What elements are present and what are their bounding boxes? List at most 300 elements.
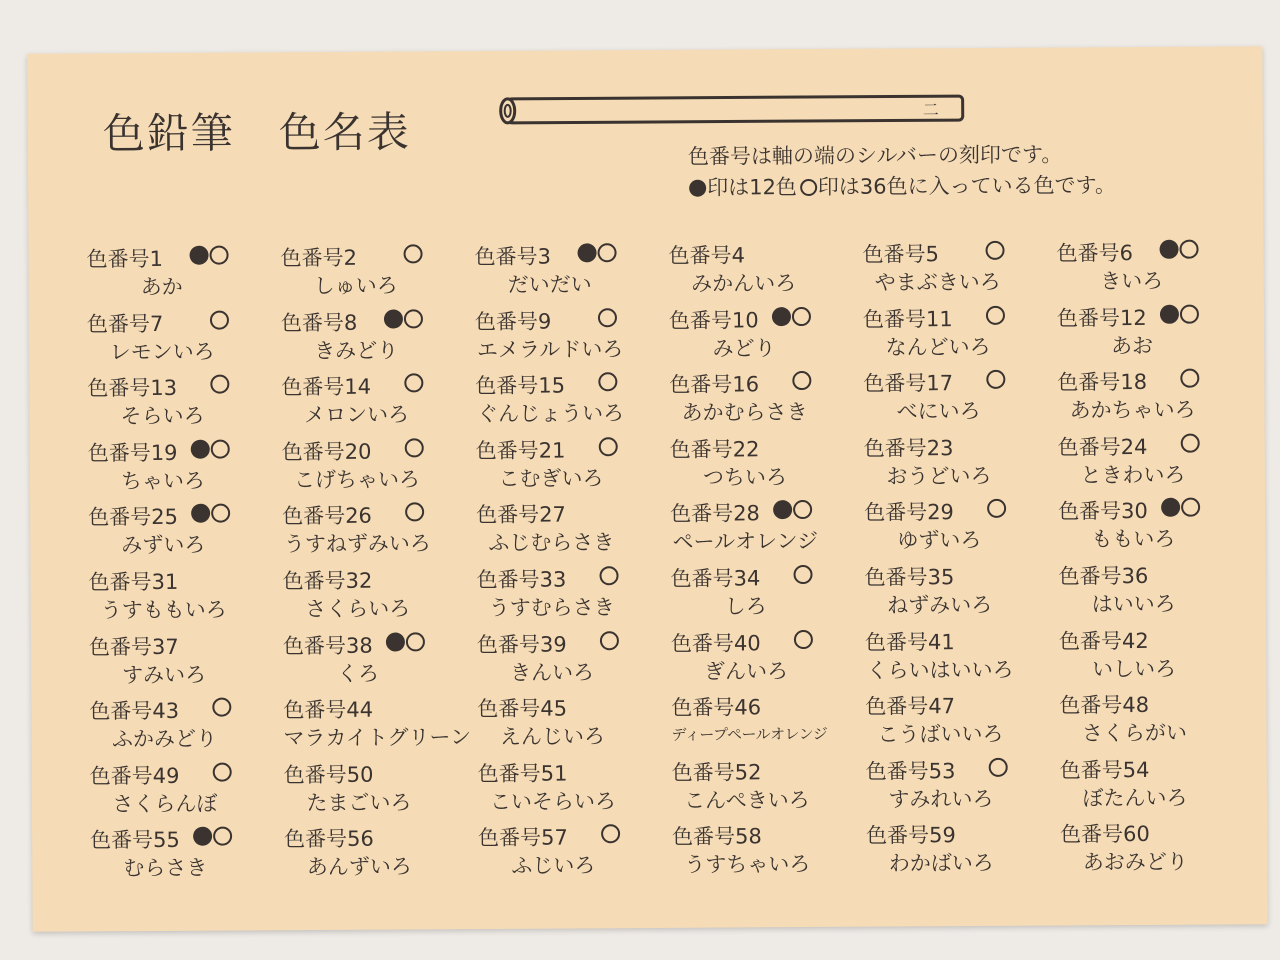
open-circle-icon — [1181, 498, 1200, 517]
color-name: あおみどり — [1082, 850, 1188, 875]
set-marks — [772, 565, 814, 585]
color-number: 色番号8 — [280, 310, 358, 335]
color-number: 色番号56 — [284, 827, 374, 852]
set-marks — [576, 243, 618, 263]
color-name: すみいろ — [122, 662, 207, 687]
color-entry — [280, 241, 474, 307]
set-marks — [772, 500, 814, 520]
filled-circle-icon — [1159, 240, 1178, 259]
set-marks — [965, 305, 1007, 325]
note-line-1 — [688, 139, 1116, 173]
set-marks — [1159, 369, 1201, 389]
color-number: 色番号11 — [862, 306, 953, 332]
set-marks — [386, 826, 428, 846]
color-number: 色番号27 — [476, 502, 566, 528]
set-marks — [1161, 627, 1203, 647]
set-marks — [386, 761, 428, 781]
color-name: ふじいろ — [511, 853, 596, 879]
color-entry — [281, 306, 475, 372]
set-marks — [189, 310, 231, 330]
color-number: 色番号13 — [87, 376, 178, 401]
set-marks — [1159, 304, 1201, 324]
color-number: 色番号4 — [668, 243, 746, 268]
color-number: 色番号36 — [1058, 563, 1149, 589]
open-circle-icon — [211, 504, 230, 523]
legend-notes — [688, 139, 1116, 204]
color-entry — [478, 757, 672, 823]
set-marks — [577, 308, 619, 328]
set-marks — [384, 438, 426, 458]
set-marks — [384, 503, 426, 523]
set-marks — [968, 758, 1010, 778]
color-name-sheet — [27, 46, 1267, 932]
open-circle-icon — [213, 827, 232, 846]
color-name: みずいろ — [121, 533, 206, 558]
color-number: 色番号24 — [1057, 434, 1148, 460]
color-entry — [476, 434, 670, 500]
color-number: 色番号54 — [1059, 757, 1150, 783]
color-entry — [865, 625, 1059, 691]
color-number: 色番号52 — [671, 760, 762, 785]
color-number: 色番号41 — [864, 629, 955, 655]
color-number: 色番号26 — [282, 504, 372, 529]
color-number: 色番号45 — [477, 696, 568, 722]
color-number: 色番号2 — [280, 245, 358, 271]
color-number: 色番号47 — [865, 694, 956, 719]
color-entry — [283, 693, 477, 759]
color-name: あんずいろ — [306, 854, 412, 880]
open-circle-icon — [1179, 240, 1198, 259]
open-circle-icon — [986, 305, 1005, 324]
color-name: きんいろ — [510, 659, 595, 685]
color-name: うすちゃいろ — [684, 852, 811, 878]
color-entry — [476, 498, 670, 564]
open-circle-icon — [987, 499, 1006, 518]
set-marks — [190, 569, 232, 589]
set-marks — [191, 698, 233, 718]
set-marks — [772, 436, 814, 456]
filled-circle-icon — [772, 307, 791, 326]
color-number: 色番号16 — [669, 372, 760, 398]
color-name: しゅいろ — [313, 273, 398, 299]
filled-circle-icon — [577, 243, 596, 262]
color-name: ゆずいろ — [897, 528, 982, 553]
color-number: 色番号28 — [670, 501, 760, 527]
color-entry — [282, 499, 476, 565]
color-name: うすむらさき — [488, 595, 615, 620]
color-name: こげちゃいろ — [293, 467, 421, 492]
note-text-1: 色番号は軸の端のシルバーの刻印です。 — [687, 142, 1063, 169]
color-name: さくらがい — [1081, 720, 1188, 746]
color-name: たまごいろ — [306, 790, 412, 815]
set-marks — [967, 693, 1009, 713]
set-marks — [771, 371, 813, 391]
color-entry — [1059, 624, 1253, 690]
set-marks — [383, 374, 425, 394]
color-number: 色番号48 — [1059, 693, 1150, 718]
color-number: 色番号25 — [88, 505, 178, 530]
color-entry — [1060, 753, 1254, 819]
color-entry — [89, 694, 283, 760]
color-name: ふかみどり — [111, 726, 218, 752]
color-number: 色番号58 — [672, 824, 762, 850]
color-entry — [1058, 495, 1252, 561]
color-number: 色番号57 — [478, 825, 568, 851]
set-marks — [189, 246, 231, 266]
color-name: あか — [140, 274, 183, 300]
set-marks — [190, 439, 232, 459]
color-entry — [281, 370, 475, 436]
color-name: みかんいろ — [691, 271, 797, 296]
set-marks — [577, 372, 619, 392]
open-circle-icon — [210, 246, 229, 265]
open-circle-icon — [406, 632, 425, 651]
color-number: 色番号49 — [89, 763, 180, 789]
color-name: おうどいろ — [886, 463, 992, 489]
set-marks — [385, 632, 427, 652]
filled-circle-icon — [191, 504, 210, 523]
open-circle-icon — [598, 372, 617, 391]
color-name: ディープペールオレンジ — [671, 725, 828, 745]
color-entry — [283, 629, 477, 695]
color-number: 色番号32 — [282, 568, 373, 594]
color-name: こいそらいろ — [489, 788, 616, 814]
color-number: 色番号7 — [86, 311, 164, 337]
color-name: さくらんぼ — [112, 791, 218, 817]
color-entry — [671, 691, 865, 757]
color-entry — [475, 304, 669, 370]
set-marks — [385, 697, 427, 717]
color-entry — [90, 759, 284, 825]
color-number: 色番号1 — [86, 246, 164, 272]
color-number: 色番号38 — [282, 633, 373, 658]
color-entry — [865, 690, 1059, 756]
color-entry — [284, 758, 478, 824]
open-circle-icon — [598, 308, 617, 327]
filled-circle-icon — [773, 500, 792, 519]
color-entry — [672, 755, 866, 821]
color-entry — [1058, 430, 1252, 496]
color-number: 色番号6 — [1056, 241, 1134, 266]
color-name: うすももいろ — [100, 597, 227, 623]
open-circle-icon — [213, 762, 232, 781]
set-marks — [965, 370, 1007, 390]
color-name: わかばいろ — [888, 851, 994, 876]
color-entry — [476, 563, 670, 629]
color-entry — [282, 435, 476, 501]
color-entry — [670, 562, 864, 628]
color-entry — [862, 237, 1056, 303]
set-marks — [968, 822, 1010, 842]
color-entry — [864, 496, 1058, 562]
set-marks — [774, 823, 816, 843]
color-entry — [475, 369, 669, 435]
color-name: ときわいろ — [1080, 462, 1186, 488]
color-name: きいろ — [1100, 268, 1164, 294]
color-entry — [282, 564, 476, 630]
open-circle-icon — [405, 438, 424, 457]
color-number: 色番号51 — [477, 761, 568, 786]
color-number: 色番号50 — [283, 762, 374, 787]
color-name: みどり — [712, 335, 776, 361]
set-marks — [774, 759, 816, 779]
open-circle-icon — [793, 565, 812, 584]
color-number: 色番号30 — [1058, 499, 1148, 524]
color-name: メロンいろ — [303, 402, 410, 428]
color-number: 色番号34 — [670, 566, 761, 591]
set-marks — [192, 827, 234, 847]
set-marks — [580, 760, 622, 780]
color-name: エメラルドいろ — [476, 336, 624, 362]
set-marks — [967, 628, 1009, 648]
color-number: 色番号21 — [475, 438, 566, 463]
color-number: 色番号22 — [669, 437, 760, 462]
color-name: べにいろ — [896, 399, 981, 424]
open-circle-icon — [404, 374, 423, 393]
color-name: うすねずみいろ — [283, 531, 431, 557]
color-name: きみどり — [314, 338, 399, 363]
set-marks — [773, 694, 815, 714]
open-circle-icon — [599, 566, 618, 585]
color-name: ねずみいろ — [887, 592, 993, 618]
color-name: くらいはいいろ — [866, 657, 1014, 683]
filled-circle-icon — [386, 632, 405, 651]
color-number: 色番号17 — [863, 371, 954, 396]
color-entry — [863, 302, 1057, 368]
set-marks — [771, 307, 813, 327]
color-name: ペールオレンジ — [672, 529, 819, 555]
color-name: マラカイトグリーン — [283, 725, 472, 751]
color-name: すみれいろ — [888, 786, 994, 812]
color-number: 色番号9 — [474, 309, 552, 334]
open-circle-icon — [210, 375, 229, 394]
set-marks — [1162, 821, 1204, 841]
color-number: 色番号42 — [1058, 628, 1149, 654]
filled-circle-icon — [384, 309, 403, 328]
color-name: あかちゃいろ — [1069, 397, 1196, 423]
color-number: 色番号33 — [476, 567, 567, 593]
color-entry — [86, 242, 280, 308]
open-circle-icon — [601, 825, 620, 844]
color-name: こんぺきいろ — [684, 787, 810, 813]
color-entry — [1057, 301, 1251, 367]
open-circle-icon — [404, 244, 423, 263]
color-entry — [670, 432, 864, 498]
color-name: なんどいろ — [885, 334, 991, 360]
open-circle-icon — [210, 310, 229, 329]
set-marks — [1160, 433, 1202, 453]
note-text-2b: 印は36色に入っている色です。 — [817, 173, 1117, 199]
set-marks — [579, 695, 621, 715]
color-name: こうばいいろ — [877, 721, 1004, 747]
color-name: いしいろ — [1092, 656, 1177, 681]
color-number: 色番号44 — [283, 697, 374, 723]
color-name: むらさき — [123, 856, 208, 881]
color-entry — [864, 431, 1058, 497]
color-name: あかむらさき — [681, 400, 808, 425]
pencil-engraving-mark: 二 — [922, 100, 939, 120]
set-marks — [773, 630, 815, 650]
color-name: ふじむらさき — [488, 530, 615, 556]
open-circle-icon — [600, 631, 619, 650]
color-number: 色番号40 — [670, 630, 761, 656]
set-marks — [192, 762, 234, 782]
open-circle-icon — [212, 698, 231, 717]
open-circle-icon — [986, 370, 1005, 389]
color-entry — [864, 560, 1058, 626]
color-entry — [478, 821, 672, 887]
open-circle-icon — [794, 630, 813, 649]
open-circle-icon — [793, 500, 812, 519]
set-marks — [383, 309, 425, 329]
open-circle-icon — [597, 243, 616, 262]
color-entry — [668, 239, 862, 305]
color-name: しろ — [724, 594, 767, 619]
color-number: 色番号5 — [862, 242, 940, 267]
set-marks — [190, 504, 232, 524]
set-marks — [964, 241, 1006, 261]
color-name: ちゃいろ — [120, 468, 206, 493]
set-marks — [578, 566, 620, 586]
color-name: レモンいろ — [109, 339, 215, 364]
note-line-2 — [688, 170, 1116, 204]
color-name: ぼたんいろ — [1082, 785, 1188, 811]
color-name: こむぎいろ — [498, 466, 604, 491]
color-entry — [87, 307, 281, 373]
page-title: 色鉛筆 色名表 — [102, 107, 411, 159]
color-number: 色番号37 — [88, 634, 179, 659]
set-marks — [1158, 240, 1200, 260]
color-entry — [89, 630, 283, 696]
color-entry — [669, 368, 863, 434]
color-entry — [90, 824, 284, 890]
color-number: 色番号29 — [864, 500, 954, 526]
color-entry — [284, 822, 478, 888]
color-number: 色番号15 — [475, 373, 566, 399]
set-marks — [1160, 563, 1202, 583]
set-marks — [1161, 692, 1203, 712]
open-circle-icon — [1181, 433, 1200, 452]
color-entry — [863, 367, 1057, 433]
set-marks — [966, 564, 1008, 584]
open-circle-icon — [211, 439, 230, 458]
filled-circle-icon — [689, 180, 706, 197]
color-number: 色番号10 — [668, 307, 759, 333]
set-marks — [579, 631, 621, 651]
color-number: 色番号53 — [865, 758, 956, 784]
set-marks — [966, 499, 1008, 519]
color-entry — [88, 436, 282, 502]
color-entry — [866, 819, 1060, 885]
color-entry — [1059, 688, 1253, 754]
color-number: 色番号20 — [281, 439, 372, 465]
color-name: そらいろ — [120, 403, 205, 429]
color-number: 色番号14 — [281, 374, 372, 400]
color-entry — [1058, 559, 1252, 625]
color-entry — [1060, 818, 1254, 884]
color-name: えんじいろ — [499, 724, 606, 750]
color-grid — [86, 236, 1254, 889]
set-marks — [1160, 498, 1202, 518]
color-entry — [866, 754, 1060, 820]
color-number: 色番号55 — [90, 828, 180, 853]
open-circle-icon — [792, 307, 811, 326]
set-marks — [966, 435, 1008, 455]
color-name: ぎんいろ — [704, 658, 789, 684]
color-entry — [1057, 365, 1251, 431]
color-number: 色番号60 — [1060, 822, 1150, 847]
color-number: 色番号19 — [87, 440, 178, 466]
note-text-2a: 印は12色 — [707, 175, 797, 200]
open-circle-icon — [985, 241, 1004, 260]
color-entry — [670, 497, 864, 563]
color-entry — [477, 627, 671, 693]
color-name: あお — [1111, 333, 1154, 358]
filled-circle-icon — [193, 827, 212, 846]
color-number: 色番号31 — [88, 569, 179, 595]
pencil-illustration — [498, 93, 968, 126]
color-entry — [671, 626, 865, 692]
color-number: 色番号35 — [864, 565, 955, 590]
set-marks — [578, 502, 620, 522]
color-number: 色番号39 — [476, 632, 567, 657]
color-entry — [474, 240, 668, 306]
color-entry — [87, 371, 281, 437]
color-entry — [669, 303, 863, 369]
set-marks — [191, 633, 233, 653]
color-entry — [1056, 236, 1250, 302]
set-marks — [384, 567, 426, 587]
color-entry — [88, 565, 282, 631]
set-marks — [580, 825, 622, 845]
color-entry — [477, 692, 671, 758]
set-marks — [383, 244, 425, 264]
filled-circle-icon — [191, 439, 210, 458]
color-number: 色番号46 — [671, 695, 762, 721]
set-marks — [578, 437, 620, 457]
set-marks — [1162, 756, 1204, 776]
color-name: ももいろ — [1091, 527, 1176, 552]
color-name: さくらいろ — [305, 596, 411, 622]
color-name: くろ — [337, 661, 380, 686]
color-number: 色番号3 — [474, 244, 552, 270]
color-name: つちいろ — [702, 464, 788, 490]
color-number: 色番号59 — [866, 823, 956, 849]
color-name: ぐんじょういろ — [476, 401, 625, 427]
color-name: だいだい — [507, 272, 592, 297]
filled-circle-icon — [190, 246, 209, 265]
color-entry — [88, 501, 282, 567]
filled-circle-icon — [1161, 498, 1180, 517]
color-entry — [672, 820, 866, 886]
open-circle-icon — [1180, 304, 1199, 323]
open-circle-icon — [404, 309, 423, 328]
open-circle-icon — [792, 371, 811, 390]
color-name: はいいろ — [1091, 591, 1176, 617]
color-number: 色番号18 — [1057, 370, 1148, 395]
color-number: 色番号23 — [863, 435, 954, 461]
set-marks — [770, 242, 812, 262]
open-circle-icon — [599, 437, 618, 456]
open-circle-icon — [800, 179, 817, 196]
set-marks — [189, 375, 231, 395]
color-number: 色番号43 — [89, 699, 180, 724]
open-circle-icon — [989, 758, 1008, 777]
filled-circle-icon — [1160, 304, 1179, 323]
color-number: 色番号12 — [1056, 305, 1147, 331]
color-name: やまぶきいろ — [874, 269, 1001, 295]
open-circle-icon — [1180, 369, 1199, 388]
